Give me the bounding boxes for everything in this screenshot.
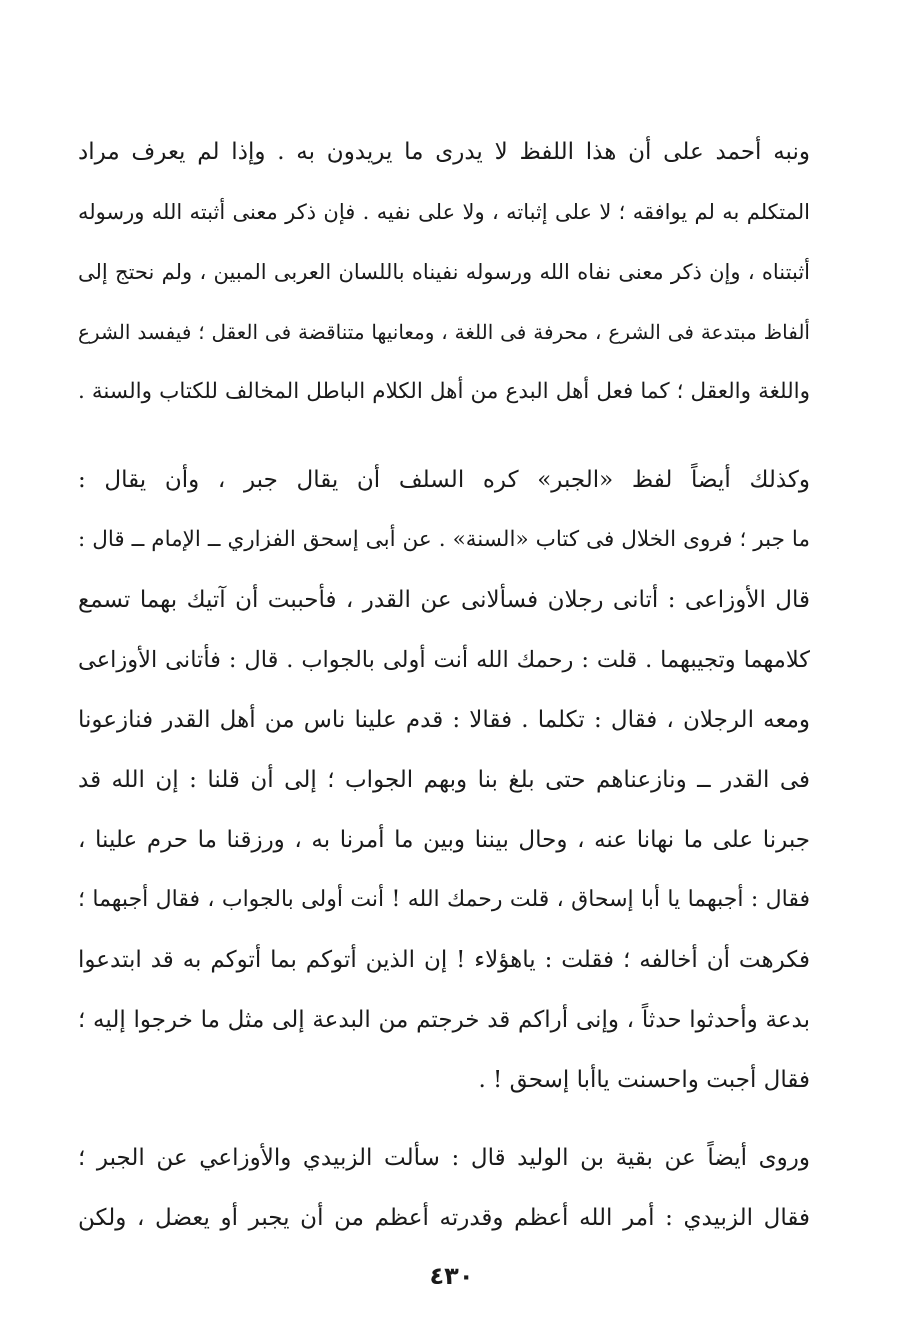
text-line: وكذلك أيضاً لفظ «الجبر» كره السلف أن يقال جبر ، وأن يقال :: [78, 467, 810, 493]
text-line: كلامهما وتجيبهما . قلت : رحمك الله أنت أولى بالجواب . قال : فأتانى الأوزاعى: [78, 647, 810, 673]
paragraph-2: [78, 450, 810, 1110]
text-line: بدعة وأحدثوا حدثاً ، وإنى أراكم قد خرجتم من البدعة إلى مثل ما خرجوا إليه ؛: [78, 1007, 810, 1033]
text-line: فكرهت أن أخالفه ؛ فقلت : ياهؤلاء ! إن الذين أتوكم بما أتوكم به قد ابتدعوا: [78, 947, 810, 973]
text-line: ما جبر ؛ فروى الخلال فى كتاب «السنة» . عن أبى إسحق الفزاري ــ الإمام ــ قال :: [78, 527, 810, 552]
text-line: المتكلم به لم يوافقه ؛ لا على إثباته ، ولا على نفيه . فإن ذكر معنى أثبته الله ورسوله: [78, 200, 810, 224]
text-line: فقال : أجبهما يا أبا إسحاق ، قلت رحمك الله ! أنت أولى بالجواب ، فقال أجبهما ؛: [78, 887, 810, 912]
text-line: فقال الزبيدي : أمر الله أعظم وقدرته أعظم من أن يجبر أو يعضل ، ولكن: [78, 1205, 810, 1231]
text-line: ألفاظ مبتدعة فى الشرع ، محرفة فى اللغة ، ومعانيها متناقضة فى العقل ؛ فيفسد الشرع: [78, 320, 810, 344]
text-line: واللغة والعقل ؛ كما فعل أهل البدع من أهل الكلام الباطل المخالف للكتاب والسنة .: [78, 379, 810, 404]
text-line: ومعه الرجلان ، فقال : تكلما . فقالا : قدم علينا ناس من أهل القدر فنازعونا: [78, 707, 810, 733]
text-line: قال الأوزاعى : أتانى رجلان فسألانى عن القدر ، فأحببت أن آتيك بهما تسمع: [78, 587, 810, 613]
text-line: أثبتناه ، وإن ذكر معنى نفاه الله ورسوله نفيناه باللسان العربى المبين ، ولم نحتج إلى: [78, 260, 810, 284]
text-line: فى القدر ــ ونازعناهم حتى بلغ بنا وبهم الجواب ؛ إلى أن قلنا : إن الله قد: [78, 767, 810, 793]
text-line: جبرنا على ما نهانا عنه ، وحال بيننا وبين ما أمرنا به ، ورزقنا ما حرم علينا ،: [78, 827, 810, 853]
text-line: فقال أجبت واحسنت ياأبا إسحق ! .: [478, 1067, 810, 1093]
text-line: ونبه أحمد على أن هذا اللفظ لا يدرى ما يريدون به . وإذا لم يعرف مراد: [78, 139, 810, 165]
text-line: وروى أيضاً عن بقية بن الوليد قال : سألت الزبيدي والأوزاعي عن الجبر ؛: [78, 1145, 810, 1171]
page-number: ٤٣٠: [429, 1262, 474, 1290]
paragraph-1: [78, 122, 810, 422]
paragraph-3: [78, 1128, 810, 1248]
